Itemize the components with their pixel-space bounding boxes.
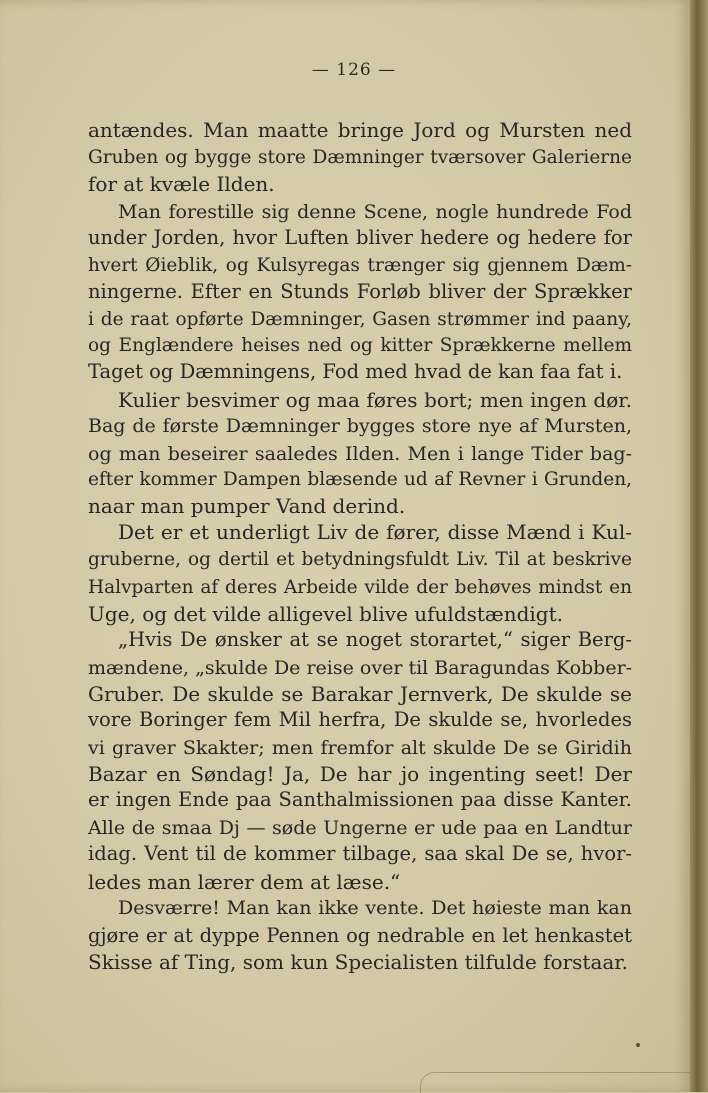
text-line: ningerne. Efter en Stunds Forløb bliver der Sprækker	[88, 280, 632, 303]
text-line: for at kvæle Ilden.	[88, 172, 275, 196]
text-line: „Hvis De ønsker at se noget storartet,“ siger Berg-	[118, 628, 632, 651]
text-line: ledes man lærer dem at læse.“	[88, 870, 401, 894]
text-line: Det er et underligt Liv de fører, disse Mænd i Kul-	[118, 520, 632, 544]
text-line: Kulier besvimer og maa føres bort; men ingen dør.	[118, 388, 632, 412]
text-line: Gruben og bygge store Dæmninger tværsover Galerierne	[88, 147, 632, 168]
text-line: og man beseirer saaledes Ilden. Men i lange Tider bag-	[88, 443, 632, 465]
text-line: under Jorden, hvor Luften bliver hedere og hedere for	[88, 226, 632, 249]
text-line: Halvparten af deres Arbeide vilde der behøves mindst en	[88, 577, 632, 598]
text-line: Desværre! Man kan ikke vente. Det høieste man kan	[118, 897, 632, 919]
text-line: hvert Øieblik, og Kulsyregas trænger sig gjennem Dæm-	[88, 255, 632, 276]
text-line: Uge, og det vilde alligevel blive ufuldstændigt.	[88, 602, 563, 626]
text-line: Taget og Dæmningens, Fod med hvad de kan faa fat i.	[88, 360, 623, 383]
text-line: Gruber. De skulde se Barakar Jernverk, De skulde se	[88, 682, 632, 706]
text-line: og Englændere heises ned og kitter Sprækkerne mellem	[88, 335, 632, 356]
book-binding-edge	[690, 0, 708, 1092]
text-line: naar man pumper Vand derind.	[88, 494, 406, 518]
text-line: Man forestille sig denne Scene, nogle hundrede Fod	[118, 201, 632, 223]
text-line: gjøre er at dyppe Pennen og nedrable en let henkastet	[88, 924, 632, 947]
text-line: Bazar en Søndag! Ja, De har jo ingenting seet! Der	[88, 762, 632, 786]
text-line: antændes. Man maatte bringe Jord og Mursten ned	[88, 118, 632, 142]
text-line: Skisse af Ting, som kun Specialisten tilfulde forstaar.	[88, 950, 629, 974]
text-line: Bag de første Dæmninger bygges store nye af Mursten,	[88, 415, 632, 437]
ink-speck	[636, 1043, 640, 1047]
text-line: er ingen Ende paa Santhalmissionen paa disse Kanter.	[88, 788, 632, 811]
text-line: Alle de smaa Dj — søde Ungerne er ude paa en Landtur	[88, 817, 632, 839]
text-line: idag. Vent til de kommer tilbage, saa skal De se, hvor-	[88, 842, 632, 865]
page-number: — 126 —	[311, 60, 397, 80]
text-line: i de raat opførte Dæmninger, Gasen strømmer ind paany,	[88, 309, 632, 330]
text-line: mændene, „skulde De reise over til Baragundas Kobber-	[88, 657, 633, 679]
text-line: vi graver Skakter; men fremfor alt skulde De se Giridih	[88, 737, 632, 759]
text-line: efter kommer Dampen blæsende ud af Revner i Grunden,	[88, 469, 632, 490]
page-curl	[420, 1072, 691, 1093]
text-line: vore Boringer fem Mil herfra, De skulde se, hvorledes	[88, 708, 632, 731]
text-line: gruberne, og dertil et betydningsfuldt Liv. Til at beskrive	[88, 549, 632, 570]
